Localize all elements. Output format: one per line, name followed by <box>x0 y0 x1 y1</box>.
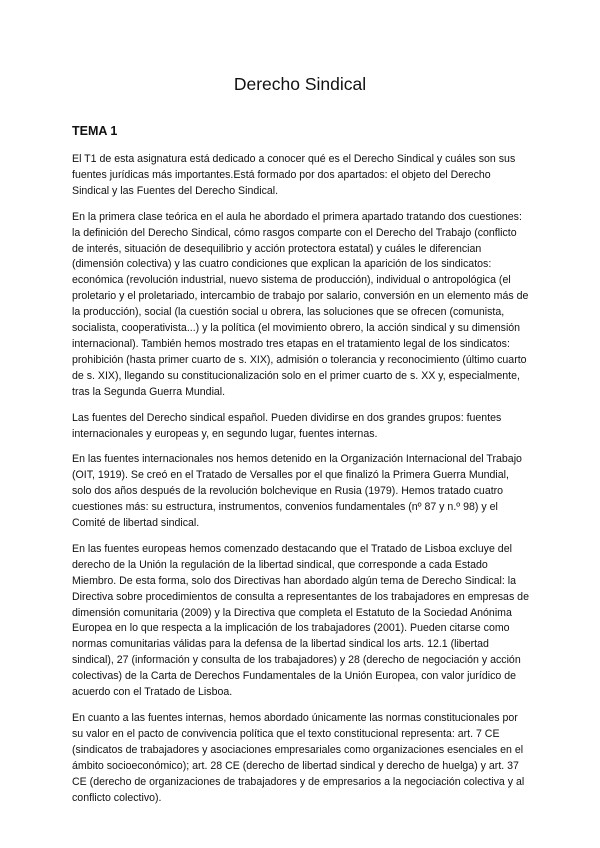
paragraph-fuentes-europeas: En las fuentes europeas hemos comenzado destacando que el Tratado de Lisboa excluye del derecho de la Unión la regulación de la libertad sindical, que corresponde a cada Estado Miembro. De esta forma, solo dos Directivas han abordado algún tema de Derecho Sindical: la Directiva sobre procedimientos de consulta a representantes de los trabajadores en empresas de dimensión comunitaria (2009) y la Directiva que completa el Estatuto de la Sociedad Anónima Europea en lo que respecta a la implicación de los trabajadores (2001). Pueden citarse como normas comunitarias válidas para la defensa de la libertad sindical los arts. 12.1 (libertad sindical), 27 (información y consulta de los trabajadores) y 28 (derecho de negociación y acción colectivas) de la Carta de Derechos Fundamentales de la Unión Europea, con valor jurídico de acuerdo con el Tratado de Lisboa. <box>72 542 529 699</box>
paragraph-fuentes-internas: En cuanto a las fuentes internas, hemos abordado únicamente las normas constitucionales por su valor en el pacto de convivencia política que el texto constitucional representa: art. 7 CE (sindicatos de trabajadores y asociaciones empresariales como organizaciones esenciales en el ámbito socioeconómico); art. 28 CE (derecho de libertad sindical y derecho de huelga) y art. 37 CE (derecho de organizaciones de trabajadores y de empresarios a la negociación colectiva y al conflicto colectivo). <box>72 712 525 804</box>
paragraph-fuentes-internacionales: En las fuentes internacionales nos hemos detenido en la Organización Internacional del Trabajo (OIT, 1919). Se creó en el Tratado de Versalles por el que finalizó la Primera Guerra Mundial, solo dos años después de la revolución bolchevique en Rusia (1979). Hemos tratado cuatro cuestiones más: su estructura, instrumentos, convenios fundamentales (nº 87 y n.º 98) y el Comité de libertad sindical. <box>72 453 522 530</box>
paragraph-fuentes-grupos: Las fuentes del Derecho sindical español. Pueden dividirse en dos grandes grupos: fuentes internacionales y europeas y, en segundo lugar, fuentes internas. <box>72 411 502 440</box>
document-title: Derecho Sindical <box>233 74 367 94</box>
document-body <box>72 152 530 816</box>
paragraph-primera-clase: En la primera clase teórica en el aula he abordado el primera apartado tratando dos cuestiones: la definición del Derecho Sindical, cómo rasgos comparte con el Derecho del Trabajo (conflicto de interés, situación de desequilibrio y acción protectora estatal) y cuáles le diferencian (dimensión colectiva) y las cuatro condiciones que explican la aparición de los sindicatos: económica (revolución industrial, nuevo sistema de producción), individual o antropológica (el proletario y el proletariado, intercambio de trabajo por salario, conversión en un elemento más de la producción), social (la cuestión social u obrera, las soluciones que se ofrecen (comunista, socialista, cooperativista...) y la política (el movimiento obrero, la acción sindical y su dimensión internacional). También hemos mostrado tres etapas en el tratamiento legal de los sindicatos: prohibición (hasta primer cuarto de s. XIX), admisión o tolerancia y reconocimiento (último cuarto de s. XIX), llegando su constitucionalización solo en el primer cuarto de s. XX y, especialmente, tras la Segunda Guerra Mundial. <box>72 210 529 398</box>
paragraph-intro: El T1 de esta asignatura está dedicado a conocer qué es el Derecho Sindical y cuáles son sus fuentes jurídicas más importantes.Está formado por dos apartados: el objeto del Derecho Sindical y las Fuentes del Derecho Sindical. <box>72 153 516 197</box>
section-heading: TEMA 1 <box>72 124 118 138</box>
